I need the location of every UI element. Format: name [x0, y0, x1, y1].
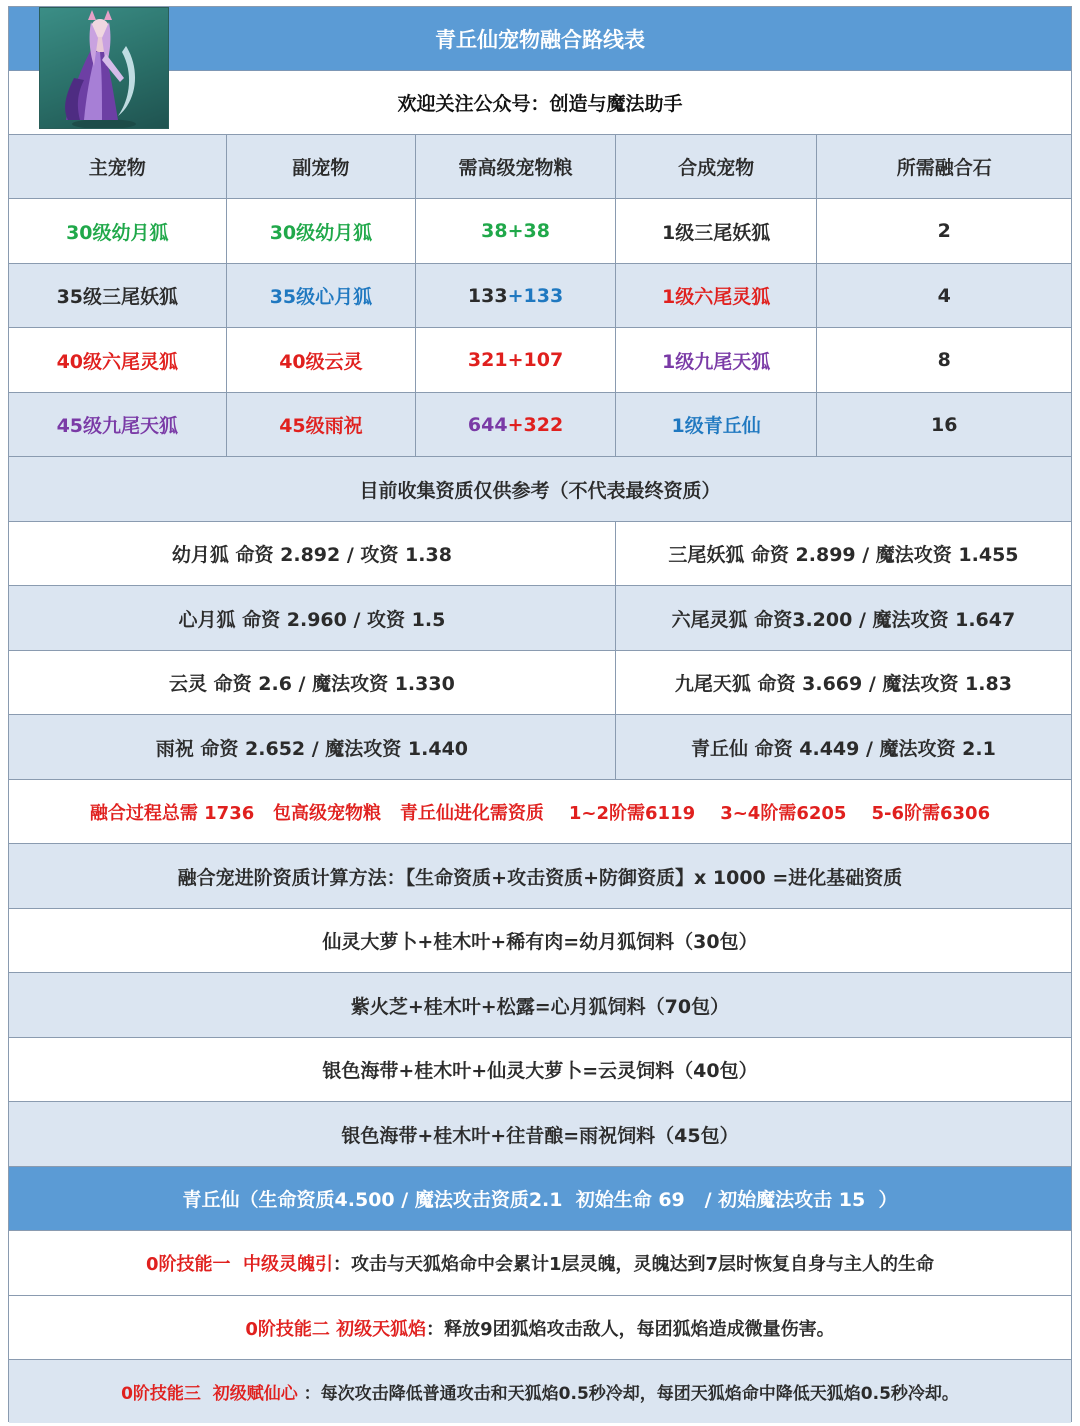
quality-row	[9, 715, 1071, 780]
main-pet-cell: 40级六尾灵狐	[9, 328, 227, 392]
result-pet-cell: 1级九尾天狐	[616, 328, 818, 392]
quality-left: 雨祝 命资 2.652 / 魔法攻资 1.440	[9, 715, 616, 779]
quality-right: 青丘仙 命资 4.449 / 魔法攻资 2.1	[691, 737, 996, 760]
sub-pet-cell: 35级心月狐	[227, 264, 417, 327]
food-main-amount: 133	[467, 284, 508, 307]
result-pet-cell: 1级三尾妖狐	[616, 199, 818, 263]
feed-recipe: 银色海带+桂木叶+往昔酿=雨祝饲料（45包）	[341, 1124, 739, 1147]
quality-right: 六尾灵狐 命资3.200 / 魔法攻资 1.647	[671, 608, 1016, 631]
skill-cell	[9, 1360, 1071, 1423]
final-pet-row	[9, 1167, 1071, 1231]
feed-recipe-row	[9, 973, 1071, 1038]
table-row	[9, 328, 1071, 393]
main-pet-cell: 30级幼月狐	[9, 199, 227, 263]
sheet-title: 青丘仙宠物融合路线表	[9, 7, 1071, 71]
quality-row	[9, 522, 1071, 586]
food-sub-amount: +38	[507, 220, 550, 242]
feed-recipe: 仙灵大萝卜+桂木叶+稀有肉=幼月狐饲料（30包）	[322, 931, 758, 953]
food-main-amount: 38	[481, 220, 508, 242]
food-sub-amount: +107	[507, 349, 564, 371]
header-stones: 所需融合石	[896, 157, 992, 179]
quality-left: 幼月狐 命资 2.892 / 攻资 1.38	[9, 522, 616, 585]
main-pet-cell: 35级三尾妖狐	[9, 264, 227, 327]
table-row	[9, 199, 1071, 264]
quality-row	[9, 651, 1071, 715]
food-main-amount: 644	[467, 413, 508, 436]
feed-recipe: 银色海带+桂木叶+仙灵大萝卜=云灵饲料（40包）	[322, 1060, 758, 1082]
stones-cell: 8	[937, 349, 951, 371]
final-pet-stats: 青丘仙（生命资质4.500 / 魔法攻击资质2.1 初始生命 69 / 初始魔法攻击 15 ）	[182, 1189, 898, 1211]
stones-cell: 4	[937, 284, 951, 307]
skill-label: 0阶技能三 初级赋仙心	[121, 1384, 298, 1404]
quality-row	[9, 586, 1071, 651]
table-row	[9, 393, 1071, 457]
food-cell	[416, 199, 616, 263]
evolution-summary: 融合过程总需 1736 包高级宠物粮 青丘仙进化需资质 1~2阶需6119 3~4阶需6205 5-6阶需6306	[89, 802, 991, 824]
food-sub-amount: +322	[507, 413, 564, 436]
fusion-route-sheet	[8, 6, 1072, 1422]
sub-pet-cell: 45级雨祝	[227, 393, 417, 456]
quality-note-row	[9, 457, 1071, 522]
food-cell	[416, 328, 616, 392]
quality-left: 云灵 命资 2.6 / 魔法攻资 1.330	[9, 651, 616, 714]
food-sub-amount: +133	[507, 284, 564, 307]
header-main-pet: 主宠物	[9, 135, 227, 198]
result-pet-cell: 1级六尾灵狐	[616, 264, 818, 327]
feed-recipe-row	[9, 1102, 1071, 1167]
sub-pet-cell: 40级云灵	[227, 328, 417, 392]
skill-description: ：攻击与天狐焰命中会累计1层灵魄，灵魄达到7层时恢复自身与主人的生命	[333, 1254, 935, 1275]
quality-left: 心月狐 命资 2.960 / 攻资 1.5	[9, 586, 616, 650]
skill-cell	[9, 1231, 1071, 1295]
sub-pet-cell: 30级幼月狐	[227, 199, 417, 263]
skill-description: ：每次攻击降低普通攻击和天狐焰0.5秒冷却，每团天狐焰命中降低天狐焰0.5秒冷却。	[297, 1384, 959, 1404]
skill-cell	[9, 1296, 1071, 1359]
main-pet-cell: 45级九尾天狐	[9, 393, 227, 456]
quality-note: 目前收集资质仅供参考（不代表最终资质）	[359, 479, 721, 502]
quality-right: 九尾天狐 命资 3.669 / 魔法攻资 1.83	[674, 673, 1012, 695]
skill-description: ：释放9团狐焰攻击敌人，每团狐焰造成微量伤害。	[426, 1318, 835, 1340]
stones-cell: 2	[937, 220, 951, 242]
skill-row	[9, 1360, 1071, 1423]
feed-recipe-row	[9, 909, 1071, 973]
food-main-amount: 321	[467, 349, 508, 371]
formula-row	[9, 844, 1071, 909]
skill-row	[9, 1296, 1071, 1360]
food-cell	[416, 264, 616, 327]
header-result-pet: 合成宠物	[616, 135, 818, 198]
skill-label: 0阶技能一 中级灵魄引	[145, 1254, 333, 1275]
quality-formula: 融合宠进阶资质计算方法：【生命资质+攻击资质+防御资质】x 1000 =进化基础资质	[177, 866, 903, 889]
feed-recipe: 紫火芝+桂木叶+松露=心月狐饲料（70包）	[350, 995, 730, 1018]
skill-row	[9, 1231, 1071, 1296]
quality-right: 三尾妖狐 命资 2.899 / 魔法攻资 1.455	[668, 544, 1019, 566]
welcome-banner: 欢迎关注公众号：创造与魔法助手	[9, 71, 1071, 135]
table-row	[9, 264, 1071, 328]
food-cell	[416, 393, 616, 456]
skill-label: 0阶技能二 初级天狐焰	[245, 1318, 427, 1340]
header-food: 需高级宠物粮	[416, 135, 616, 198]
feed-recipe-row	[9, 1038, 1071, 1102]
fox-spirit-character-icon	[39, 7, 169, 129]
stones-cell: 16	[931, 413, 958, 436]
summary-row	[9, 780, 1071, 844]
result-pet-cell: 1级青丘仙	[616, 393, 818, 456]
table-header-row	[9, 135, 1071, 199]
header-sub-pet: 副宠物	[227, 135, 417, 198]
